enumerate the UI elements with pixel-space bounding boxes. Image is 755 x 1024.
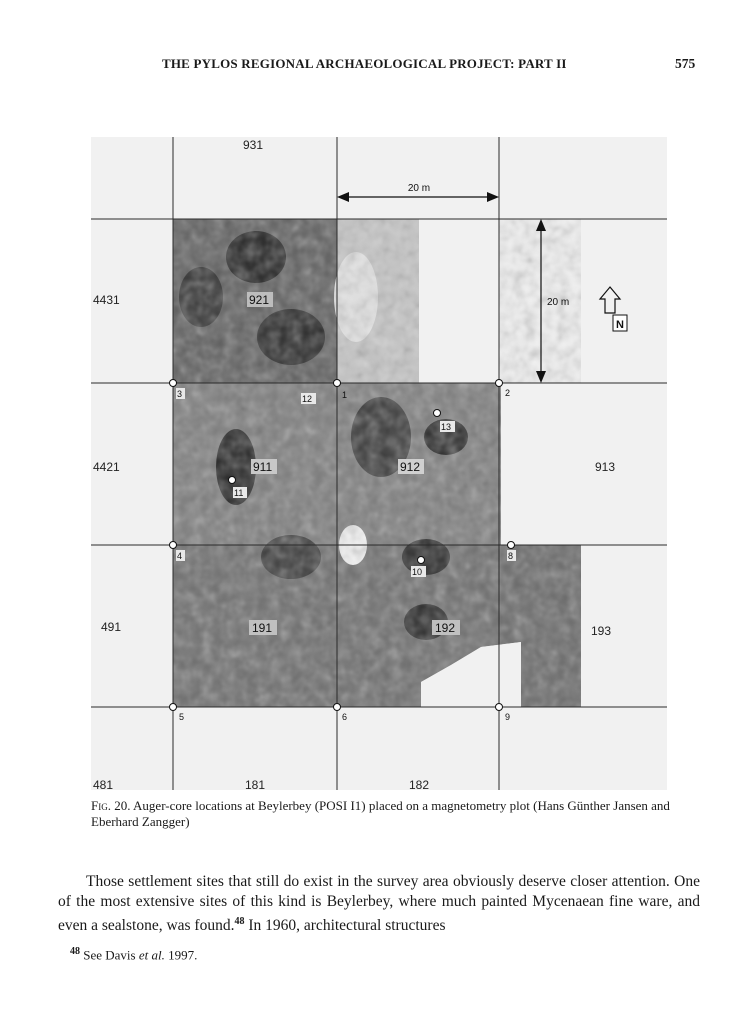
- mask-e: [501, 383, 667, 545]
- grid-label: 191: [252, 621, 273, 635]
- figure-caption: [91, 798, 701, 830]
- grid-label: 4421: [93, 460, 120, 474]
- footnote-number: 48: [70, 946, 80, 957]
- body-text-continued: In 1960, architectural structures: [244, 917, 446, 935]
- north-label: N: [616, 319, 624, 331]
- auger-point-label: 9: [505, 712, 511, 722]
- auger-point-label: 3: [177, 389, 183, 399]
- grid-label: 912: [400, 460, 421, 474]
- body-text: Those settlement sites that still do exist in the survey area obviously deserve closer attention. One of the most extensive sites of this kind is Beylerbey, where much painted Mycenaean fine ware, and even a sealstone, was found.: [58, 873, 700, 935]
- auger-point-label: 11: [234, 488, 244, 498]
- page-header: [0, 56, 755, 78]
- grid-label: 491: [101, 620, 122, 634]
- grid-label: 192: [435, 621, 456, 635]
- figure-label: Fig. 20.: [91, 798, 131, 813]
- vertical-scale-label: 20 m: [547, 297, 570, 308]
- horizontal-scale-label: 20 m: [407, 183, 431, 194]
- grid-label: 181: [245, 778, 266, 790]
- grid-label: 193: [591, 624, 612, 638]
- footnote-year: 1997.: [164, 947, 198, 963]
- footnote-ref: 48: [234, 916, 245, 927]
- running-title: THE PYLOS REGIONAL ARCHAEOLOGICAL PROJECT: PART II: [162, 56, 567, 71]
- auger-point-label: 8: [508, 551, 514, 561]
- grid-label: 182: [409, 778, 430, 790]
- footnote-text: See Davis: [80, 947, 139, 963]
- mask-ne: [419, 219, 499, 383]
- auger-point-label: 2: [505, 388, 511, 398]
- auger-point-label: 4: [177, 551, 183, 561]
- body-paragraph: [58, 872, 700, 936]
- magnetometry-plot: [91, 137, 667, 790]
- auger-point-label: 6: [342, 712, 348, 722]
- magnetometry-figure: [91, 137, 667, 790]
- footnote: [70, 946, 197, 963]
- auger-point-label: 13: [441, 422, 452, 432]
- grid-label: 913: [595, 460, 616, 474]
- page-number: 575: [675, 56, 696, 71]
- grid-label: 921: [249, 293, 270, 307]
- grid-label: 4431: [93, 293, 120, 307]
- auger-point-label: 5: [179, 712, 185, 722]
- auger-point-label: 10: [412, 567, 423, 577]
- auger-point-label: 1: [342, 390, 348, 400]
- auger-point-label: 12: [302, 394, 313, 404]
- grid-label: 481: [93, 778, 114, 790]
- footnote-et-al: et al.: [138, 947, 165, 963]
- grid-label: 911: [253, 460, 273, 474]
- grid-label: 931: [243, 138, 264, 152]
- caption-text: Auger-core locations at Beylerbey (POSI I1) placed on a magnetometry plot (Hans Günther Jansen and Eberhard Zangger): [91, 798, 670, 829]
